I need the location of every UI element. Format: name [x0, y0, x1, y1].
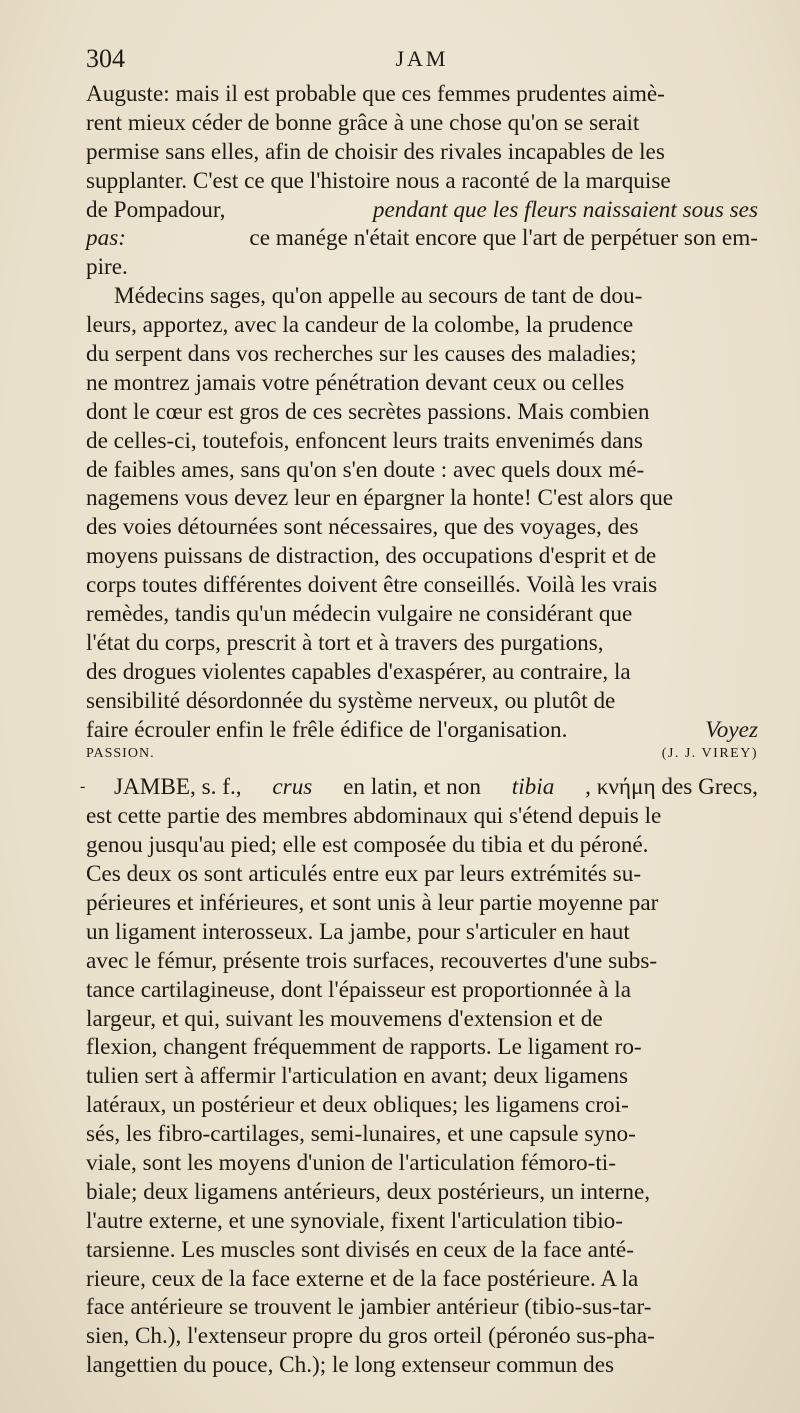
text-fragment: l'état du corps, prescrit à tort et à travers des purgations, — [86, 629, 604, 656]
text-fragment: latéraux, un postérieur et deux obliques; les ligamens croi- — [86, 1092, 629, 1119]
text-line — [86, 1033, 758, 1062]
text-line — [86, 744, 758, 773]
text-fragment: sien, Ch.), l'extenseur propre du gros orteil (péronéo sus-pha- — [86, 1323, 655, 1350]
text-line — [86, 889, 758, 918]
text-line — [86, 860, 758, 889]
italic-text: crus — [272, 774, 313, 801]
text-line — [86, 947, 758, 976]
text-line — [86, 571, 758, 600]
text-fragment: de faibles ames, sans qu'on s'en doute : avec quels doux mé- — [86, 456, 645, 483]
text-line — [86, 1293, 758, 1322]
text-line — [86, 427, 758, 456]
text-fragment: , κνήμη des Grecs, — [585, 774, 758, 801]
text-fragment: est cette partie des membres abdominaux qui s'étend depuis le — [86, 803, 662, 830]
text-fragment: périeures et inférieures, et sont unis à leur partie moyenne par — [86, 889, 659, 916]
text-line — [86, 167, 758, 196]
text-fragment: moyens puissans de distraction, des occupations d'esprit et de — [86, 543, 657, 570]
page-number: 304 — [86, 44, 125, 73]
text-line — [86, 629, 758, 658]
text-line — [86, 1351, 758, 1380]
text-line — [86, 1062, 758, 1091]
text-fragment: Auguste: mais il est probable que ces femmes prudentes aimè- — [86, 81, 665, 107]
text-line — [86, 253, 758, 282]
text-fragment: PASSION. — [86, 746, 155, 762]
text-line — [86, 600, 758, 629]
text-line — [86, 80, 758, 109]
author-signature: (J. J. VIREY) — [661, 746, 758, 762]
text-fragment: ce manége n'était encore que l'art de perpétuer son em- — [249, 225, 758, 252]
text-line — [86, 456, 758, 485]
text-fragment: tarsienne. Les muscles sont divisés en ceux de la face anté- — [86, 1236, 634, 1263]
italic-text: pendant que les fleurs naissaient sous ses — [372, 196, 758, 223]
text-fragment: de celles-ci, toutefois, enfoncent leurs traits envenimés dans — [86, 427, 643, 454]
text-line — [86, 918, 758, 947]
italic-text: tibia — [511, 774, 555, 801]
italic-text: pas: — [86, 225, 126, 252]
text-fragment: des voies détournées sont nécessaires, que des voyages, des — [86, 514, 639, 541]
text-line — [86, 1265, 758, 1294]
text-line — [86, 340, 758, 369]
text-line — [86, 1178, 758, 1207]
text-line — [86, 484, 758, 513]
text-fragment: permise sans elles, afin de choisir des rivales incapables de les — [86, 138, 665, 165]
text-line — [86, 1207, 758, 1236]
text-fragment: JAMBE, s. f., — [114, 774, 242, 801]
text-line — [86, 1236, 758, 1265]
text-fragment: ne montrez jamais votre pénétration devant ceux ou celles — [86, 369, 625, 396]
text-fragment: pire. — [86, 254, 128, 281]
text-line — [86, 1005, 758, 1034]
text-fragment: biale; deux ligamens antérieurs, deux postérieurs, un interne, — [86, 1178, 651, 1205]
page-header — [86, 44, 758, 78]
text-fragment: faire écrouler enfin le frêle édifice de l'organisation. — [86, 716, 568, 743]
text-line — [86, 976, 758, 1005]
text-line — [86, 398, 758, 427]
text-fragment: en latin, et non — [343, 774, 481, 801]
text-fragment: Médecins sages, qu'on appelle au secours de tant de dou- — [114, 283, 643, 310]
text-line — [86, 802, 758, 831]
text-fragment: des drogues violentes capables d'exaspérer, au contraire, la — [86, 658, 631, 685]
text-line — [80, 773, 758, 802]
italic-text: Voyez — [705, 716, 758, 743]
text-line — [86, 138, 758, 167]
text-fragment: rieure, ceux de la face externe et de la face postérieure. A la — [86, 1265, 639, 1292]
text-fragment: nagemens vous devez leur en épargner la honte! C'est alors que — [86, 485, 674, 512]
text-line — [86, 1322, 758, 1351]
text-fragment: de Pompadour, — [86, 196, 226, 223]
text-fragment: rent mieux céder de bonne grâce à une chose qu'on se serait — [86, 109, 640, 136]
text-line — [86, 687, 758, 716]
text-fragment: langettien du pouce, Ch.); le long extenseur commun des — [86, 1352, 615, 1379]
text-fragment: leurs, apportez, avec la candeur de la colombe, la prudence — [86, 312, 634, 339]
text-fragment: l'autre externe, et une synoviale, fixent l'articulation tibio- — [86, 1207, 623, 1234]
text-fragment: avec le fémur, présente trois surfaces, recouvertes d'une subs- — [86, 947, 658, 974]
text-line — [86, 716, 758, 745]
text-line — [86, 109, 758, 138]
text-line — [86, 311, 758, 340]
text-fragment: supplanter. C'est ce que l'histoire nous a raconté de la marquise — [86, 167, 671, 194]
text-fragment: du serpent dans vos recherches sur les causes des maladies; — [86, 341, 637, 368]
margin-mark: - — [80, 778, 86, 796]
text-line — [86, 1091, 758, 1120]
text-line — [86, 224, 758, 253]
text-line — [86, 542, 758, 571]
text-fragment: sensibilité désordonnée du système nerveux, ou plutôt de — [86, 687, 616, 714]
text-fragment: largeur, et qui, suivant les mouvemens d'extension et de — [86, 1005, 603, 1032]
text-fragment: tance cartilagineuse, dont l'épaisseur est proportionnée à la — [86, 976, 632, 1003]
body-text — [80, 80, 758, 1380]
text-line — [86, 196, 758, 225]
text-fragment: flexion, changent fréquemment de rapports. Le ligament ro- — [86, 1034, 642, 1061]
text-fragment: remèdes, tandis qu'un médecin vulgaire ne considérant que — [86, 601, 633, 628]
text-fragment: viale, sont les moyens d'union de l'articulation fémoro-ti- — [86, 1149, 616, 1176]
text-line — [86, 282, 758, 311]
text-fragment: sés, les fibro-cartilages, semi-lunaires, et une capsule syno- — [86, 1121, 636, 1148]
text-fragment: dont le cœur est gros de ces secrètes passions. Mais combien — [86, 398, 650, 425]
text-line — [86, 1149, 758, 1178]
running-head: JAM — [395, 46, 449, 71]
text-line — [86, 831, 758, 860]
text-fragment: genou jusqu'au pied; elle est composée du tibia et du péroné. — [86, 832, 649, 859]
text-line — [86, 1120, 758, 1149]
text-fragment: Ces deux os sont articulés entre eux par leurs extrémités su- — [86, 861, 642, 888]
text-fragment: tulien sert à affermir l'articulation en avant; deux ligamens — [86, 1063, 629, 1090]
text-fragment: corps toutes différentes doivent être conseillés. Voilà les vrais — [86, 572, 658, 599]
text-fragment: face antérieure se trouvent le jambier antérieur (tibio-sus-tar- — [86, 1294, 652, 1321]
text-line — [86, 369, 758, 398]
text-line — [86, 658, 758, 687]
text-line — [86, 513, 758, 542]
text-fragment: un ligament interosseux. La jambe, pour s'articuler en haut — [86, 918, 630, 945]
